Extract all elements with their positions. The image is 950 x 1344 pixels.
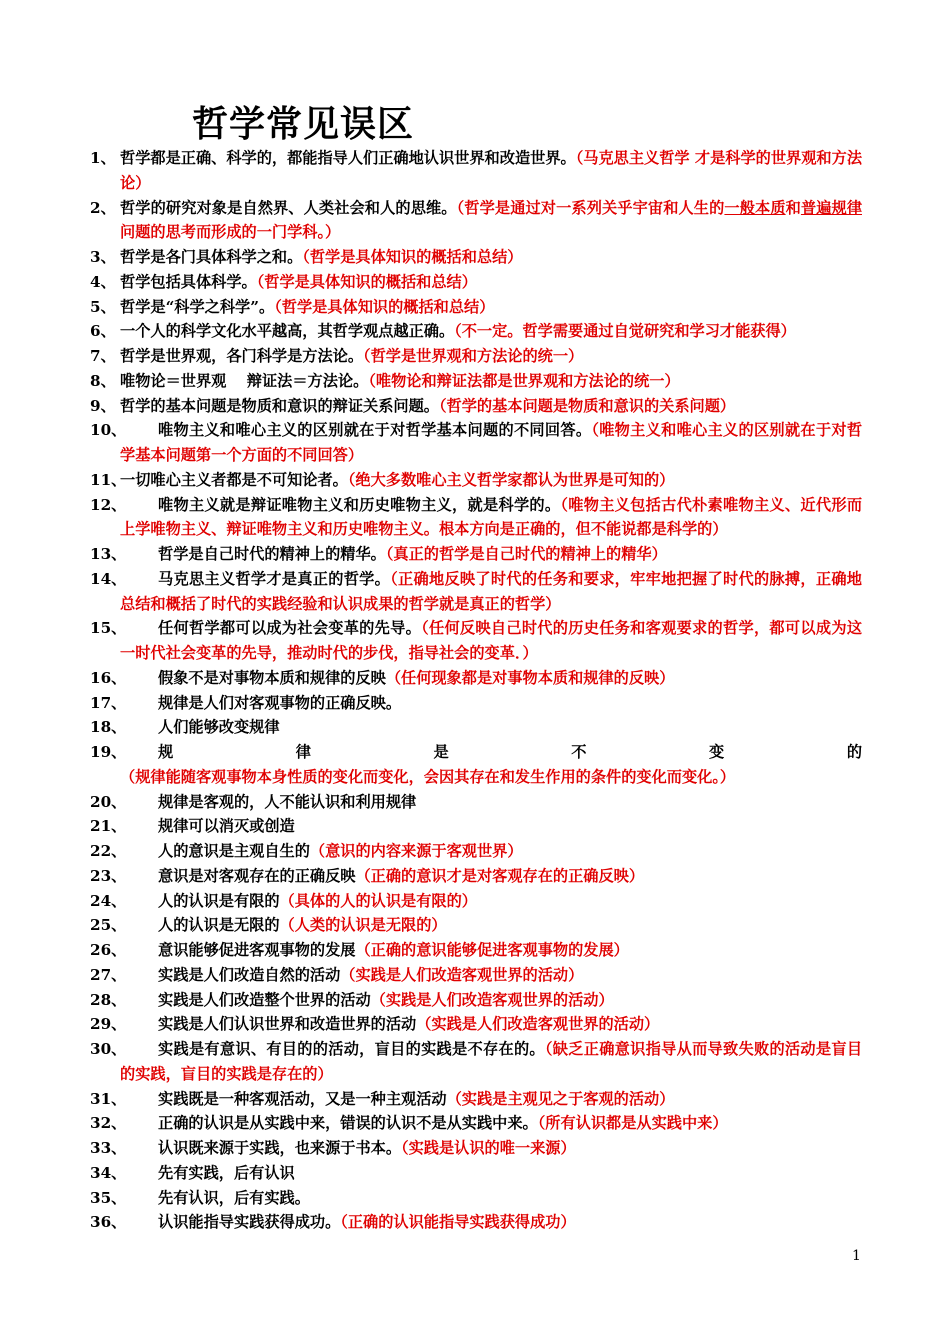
list-item (90, 1186, 862, 1211)
item-number: 31、 (90, 1089, 127, 1108)
item-number: 18、 (90, 718, 127, 737)
item-statement: 意识是对客观存在的正确反映 (158, 866, 356, 885)
correction-text: （哲学是通过对一系列关乎宇宙和人生的 (456, 198, 725, 217)
item-statement: 人的认识是有限的 (158, 891, 280, 910)
list-item (90, 889, 862, 914)
list-item (90, 1111, 862, 1136)
list-item (90, 245, 862, 270)
item-number: 25、 (90, 916, 127, 935)
item-correction: （哲学的基本问题是物质和意识的关系问题） (438, 396, 736, 415)
item-correction: （实践是人们改造客观世界的活动） (370, 990, 614, 1009)
item-correction: （唯物主义和唯心主义的区别就在于对哲学基本问题第一个方面的不同回答） (120, 421, 862, 464)
item-statement: 哲学的基本问题是物质和意识的辩证关系问题。 (120, 396, 439, 415)
item-statement: 实践是人们改造自然的活动 (158, 965, 341, 984)
item-correction: （实践是人们改造客观世界的活动） (416, 1015, 660, 1034)
item-number: 28、 (90, 990, 127, 1009)
item-correction: （所有认识都是从实践中来） (537, 1114, 728, 1133)
item-statement: 实践是人们认识世界和改造世界的活动 (158, 1015, 417, 1034)
item-correction: （任何现象都是对事物本质和规律的反映） (385, 668, 675, 687)
item-correction: （绝大多数唯心主义哲学家都认为世界是可知的） (347, 470, 675, 489)
item-number: 24、 (90, 891, 127, 910)
item-correction: （实践是认识的唯一来源） (401, 1139, 576, 1157)
list-item (90, 740, 862, 790)
item-number: 30、 (90, 1040, 127, 1058)
item-correction: （正确地反映了时代的任务和要求，牢牢地把握了时代的脉搏，正确地总结和概括了时代的实践经验和认识成果的哲学就是真正的哲学） (120, 569, 862, 613)
item-correction: （马克思主义哲学 才是科学的世界观和方法论） (120, 149, 862, 192)
item-statement: 实践是有意识、有目的的活动，盲目的实践是不存在的。 (158, 1040, 545, 1058)
list-item (90, 988, 862, 1013)
item-statement: 规律可以消灭或创造 (158, 817, 295, 836)
item-number: 17、 (90, 693, 127, 712)
list-item (90, 1012, 862, 1037)
item-correction: （规律能随客观事物本身性质的变化而变化，会因其存在和发生作用的条件的变化而变化。） (120, 767, 736, 786)
item-statement: 一个人的科学文化水平越高，其哲学观点越正确。 (120, 322, 455, 341)
item-correction: （正确的认识能指导实践获得成功） (340, 1213, 576, 1232)
item-statement: 人的意识是主观自生的 (158, 842, 310, 860)
item-statement: 哲学的研究对象是自然界、人类社会和人的思维。 (120, 198, 457, 217)
list-item (90, 196, 862, 246)
item-statement: 规律是客观的，人不能认识和利用规律 (158, 792, 417, 811)
item-number: 10、 (90, 421, 127, 440)
item-statement: 先有实践，后有认识 (158, 1163, 295, 1182)
item-number: 4、 (90, 272, 116, 291)
item-number: 3、 (90, 248, 116, 266)
item-correction: （实践是主观见之于客观的活动） (446, 1089, 675, 1108)
item-statement: 任何哲学都可以成为社会变革的先导。 (158, 619, 422, 638)
item-number: 6、 (90, 322, 116, 341)
list-item (90, 493, 862, 543)
item-correction: （意识的内容来源于客观世界） (309, 842, 523, 860)
item-statement: 哲学是自己时代的精神上的精华。 (158, 545, 386, 563)
item-statement: 马克思主义哲学才是真正的哲学。 (158, 569, 391, 588)
list-item (90, 468, 862, 493)
item-number: 16、 (90, 668, 127, 687)
item-number: 21、 (90, 817, 127, 836)
item-statement: 意识能够促进客观事物的发展 (158, 941, 356, 959)
item-number: 14、 (90, 569, 127, 588)
item-correction: （哲学是具体知识的概括和总结） (274, 297, 495, 316)
list-item (90, 1136, 862, 1161)
list-item (90, 814, 862, 839)
list-item (90, 913, 862, 938)
list-item (90, 270, 862, 295)
item-statement: 哲学是“科学之科学”。 (120, 297, 275, 316)
list-item (90, 1161, 862, 1186)
item-number: 12、 (90, 495, 127, 514)
item-statement: 唯物主义就是辩证唯物主义和历史唯物主义，就是科学的。 (158, 495, 561, 514)
page-title: 哲学常见误区 (192, 103, 415, 145)
item-number: 8、 (90, 371, 116, 390)
item-statement: 认识能指导实践获得成功。 (158, 1213, 341, 1232)
item-correction: （真正的哲学是自己时代的精神上的精华） (385, 545, 667, 563)
item-statement: 认识既来源于实践，也来源于书本。 (158, 1139, 401, 1157)
list-item (90, 567, 862, 617)
list-item (90, 418, 862, 468)
item-statement: 假象不是对事物本质和规律的反映 (158, 668, 386, 687)
list-item (90, 1210, 862, 1235)
item-correction: （任何反映自己时代的历史任务和客观要求的哲学，都可以成为这一时代社会变革的先导，推动时代的步伐，指导社会的变革．） (120, 619, 862, 662)
list-item (90, 691, 862, 716)
item-statement: 人的认识是无限的 (158, 916, 280, 935)
item-correction: （哲学是世界观和方法论的统一） (363, 347, 584, 365)
item-statement: 哲学都是正确、科学的，都能指导人们正确地认识世界和改造世界。 (120, 149, 576, 167)
correction-underlined-text: 一般本质 (724, 198, 786, 217)
item-number: 15、 (90, 619, 127, 638)
item-statement: 先有认识，后有实践。 (158, 1188, 310, 1207)
item-number: 35、 (90, 1188, 127, 1207)
list-item (90, 790, 862, 815)
item-statement: 实践是人们改造整个世界的活动 (158, 990, 371, 1009)
item-number: 1、 (90, 149, 116, 167)
item-number: 7、 (90, 347, 116, 365)
item-number: 26、 (90, 941, 127, 959)
list-item (90, 1037, 862, 1087)
item-correction: （人类的认识是无限的） (279, 916, 447, 935)
item-correction: （哲学是具体知识的概括和总结） (302, 248, 523, 266)
list-item (90, 938, 862, 963)
item-correction: （唯物主义包括古代朴素唯物主义、近代形而上学唯物主义、辩证唯物主义和历史唯物主义。根本方向是正确的，但不能说都是科学的） (120, 495, 862, 539)
list-item (90, 146, 862, 196)
list-item (90, 1087, 862, 1112)
item-number: 34、 (90, 1163, 127, 1182)
item-statement: 一切唯心主义者都是不可知论者。 (120, 470, 348, 489)
list-item (90, 666, 862, 691)
item-number: 33、 (90, 1139, 127, 1157)
item-correction: （正确的意识才是对客观存在的正确反映） (355, 866, 644, 885)
item-statement: 哲学是各门具体科学之和。 (120, 248, 303, 266)
item-correction: （缺乏正确意识指导从而导致失败的活动是盲目的实践，盲目的实践是存在的） (120, 1040, 862, 1083)
item-statement: 哲学是世界观，各门科学是方法论。 (120, 347, 363, 365)
item-number: 9、 (90, 396, 116, 415)
list-item (90, 715, 862, 740)
item-number: 2、 (90, 198, 116, 217)
list-item (90, 864, 862, 889)
item-number: 11、 (90, 470, 127, 489)
list-item (90, 295, 862, 320)
item-statement: 实践既是一种客观活动，又是一种主观活动 (158, 1089, 447, 1108)
list-item (90, 319, 862, 344)
list-item (90, 369, 862, 394)
list-item (90, 616, 862, 666)
list-item (90, 963, 862, 988)
correction-text: 和 (785, 198, 801, 217)
correction-underlined-text: 普遍规律 (800, 198, 862, 217)
item-statement: 正确的认识是从实践中来，错误的认识不是从实践中来。 (158, 1114, 538, 1133)
item-number: 13、 (90, 545, 127, 563)
item-statement: 唯物论＝世界观 辩证法＝方法论。 (120, 371, 369, 390)
item-number: 19、 (90, 743, 127, 761)
item-correction: （实践是人们改造客观世界的活动） (340, 965, 584, 984)
item-statement: 规律是人们对客观事物的正确反映。 (158, 693, 401, 712)
item-number: 32、 (90, 1114, 127, 1133)
item-number: 27、 (90, 965, 127, 984)
list-item (90, 344, 862, 369)
item-correction: （唯物论和辩证法都是世界观和方法论的统一） (368, 371, 680, 390)
misconception-list (90, 146, 862, 1235)
item-number: 36、 (90, 1213, 127, 1232)
item-statement: 人们能够改变规律 (158, 718, 280, 737)
item-statement: 规律是不变的 (158, 743, 862, 761)
item-number: 29、 (90, 1015, 127, 1034)
item-correction: （不一定。哲学需要通过自觉研究和学习才能获得） (454, 322, 796, 341)
correction-text: 问题的思考而形成的一门学科。） (120, 223, 341, 242)
item-number: 22、 (90, 842, 127, 860)
list-item (90, 394, 862, 419)
item-statement: 唯物主义和唯心主义的区别就在于对哲学基本问题的不同回答。 (158, 421, 592, 440)
list-item (90, 839, 862, 864)
page-number: 1 (852, 1248, 861, 1264)
item-correction: （哲学是具体知识的概括和总结） (256, 272, 477, 291)
item-number: 5、 (90, 297, 116, 316)
list-item (90, 542, 862, 567)
item-number: 23、 (90, 866, 127, 885)
item-correction: （正确的意识能够促进客观事物的发展） (355, 941, 629, 959)
item-number: 20、 (90, 792, 127, 811)
item-correction: （具体的人的认识是有限的） (279, 891, 477, 910)
item-statement: 哲学包括具体科学。 (120, 272, 257, 291)
